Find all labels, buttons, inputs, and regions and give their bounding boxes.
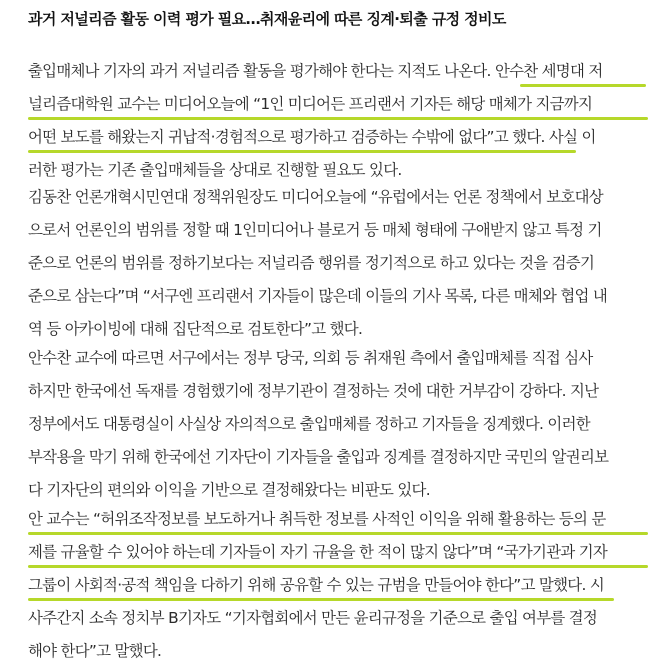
text-line: 다 기자단의 편의와 이익을 기반으로 결정해왔다는 비판도 있다. <box>28 481 430 499</box>
highlight-underline <box>28 532 648 535</box>
text-line: 정부에서도 대통령실이 사실상 자의적으로 출입매체를 정하고 기자들을 징계했다. 이러한 <box>28 415 590 433</box>
highlight-underline <box>28 565 648 568</box>
highlight-underline <box>28 117 648 120</box>
text-line: 안수찬 교수에 따르면 서구에서는 정부 당국, 의회 등 취재원 측에서 출입매체를 직접 심사 <box>28 349 593 367</box>
text-line: 역 등 아카이빙에 대해 집단적으로 검토한다”고 했다. <box>28 320 363 338</box>
text-line: 어떤 보도를 해왔는지 귀납적·경험적으로 평가하고 검증하는 수밖에 없다”고 했다. 사실 이 <box>28 121 648 154</box>
text-line: 부작용을 막기 위해 한국에선 기자단이 기자들을 출입과 징계를 결정하지만 국민의 알권리보 <box>28 448 609 466</box>
text-line: 해야 한다”고 말했다. <box>28 642 162 660</box>
article-paragraph <box>28 503 648 668</box>
article-paragraph <box>28 55 648 187</box>
text-line: 그룹이 사회적·공적 책임을 다하기 위해 공유할 수 있는 규범을 만들어야 한다”고 말했다. 시 <box>28 569 648 602</box>
text-line: 제를 규율할 수 있어야 하는데 기자들이 자기 규율을 한 적이 많지 않다”며 “국가기관과 기자 <box>28 536 648 569</box>
text-line: 사주간지 소속 정치부 B기자도 “기자협회에서 만든 윤리규정을 기준으로 출입 여부를 결정 <box>28 609 598 627</box>
text-line: 널리즘대학원 교수는 미디어오늘에 “1인 미디어든 프리랜서 기자든 해당 매체가 지금까지 <box>28 88 648 121</box>
text-line: 하지만 한국에선 독재를 경험했기에 정부기관이 결정하는 것에 대한 거부감이 강하다. 지난 <box>28 382 599 400</box>
text-line: 러한 평가는 기존 출입매체들을 상대로 진행할 필요도 있다. <box>28 161 402 179</box>
highlight-underline <box>28 598 614 601</box>
article-paragraph <box>28 342 648 507</box>
text-line: 김동찬 언론개혁시민연대 정책위원장도 미디어오늘에 “유럽에서는 언론 정책에서 보호대상 <box>28 188 603 206</box>
text-line: 준으로 삼는다”며 “서구엔 프리랜서 기자들이 많은데 이들의 기사 목록, 다른 매체와 협업 내 <box>28 287 608 305</box>
article-subheading: 과거 저널리즘 활동 이력 평가 필요…취재윤리에 따른 징계·퇴출 규정 정비도 <box>28 10 506 28</box>
text-line: 으로서 언론인의 범위를 정할 때 1인미디어나 블로거 등 매체 형태에 구애받지 않고 특정 기 <box>28 221 602 239</box>
article-paragraph <box>28 181 648 346</box>
highlight-underline <box>520 84 646 87</box>
text-line: 출입매체나 기자의 과거 저널리즘 활동을 평가해야 한다는 지적도 나온다. 안수찬 세명대 저 <box>28 55 648 88</box>
text-line: 안 교수는 “허위조작정보를 보도하거나 취득한 정보를 사적인 이익을 위해 활용하는 등의 문 <box>28 503 648 536</box>
highlight-underline <box>28 150 576 153</box>
text-line: 준으로 언론의 범위를 정하기보다는 저널리즘 행위를 정기적으로 하고 있다는 것을 검증기 <box>28 254 595 272</box>
